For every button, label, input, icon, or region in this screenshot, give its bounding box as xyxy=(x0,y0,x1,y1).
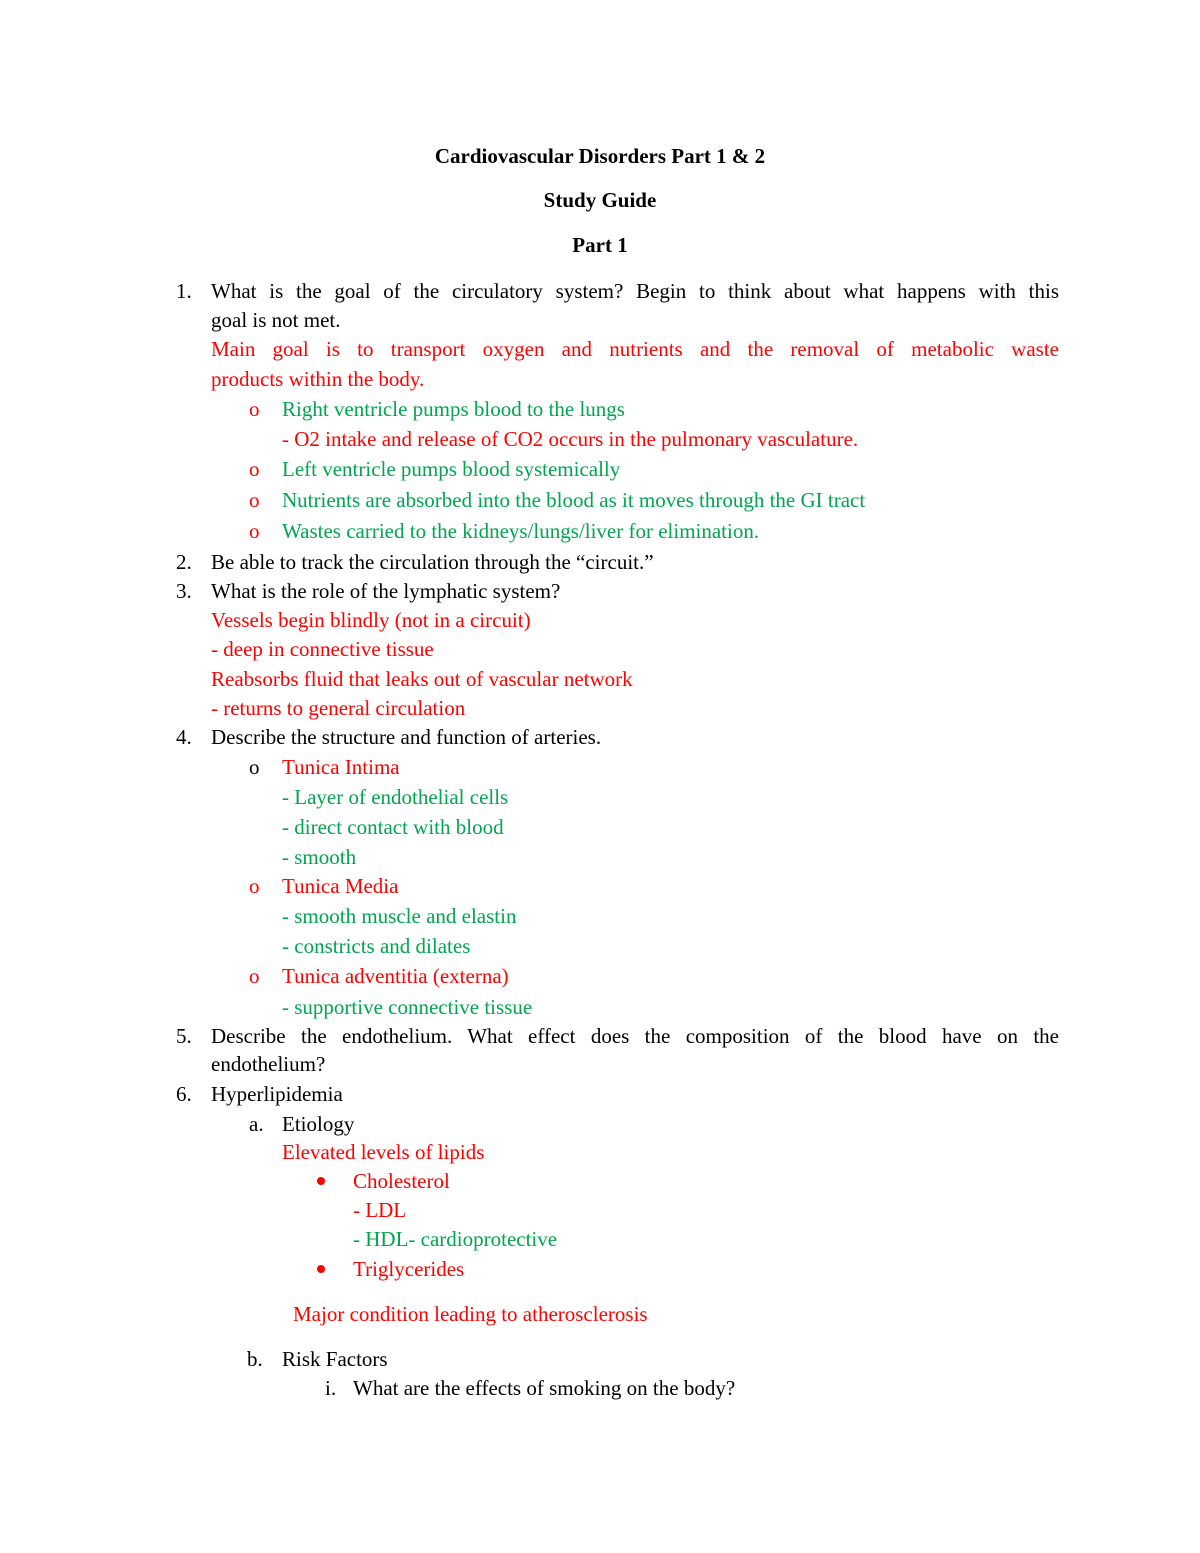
q6a-answer: Elevated levels of lipids xyxy=(282,1140,485,1164)
q3-answer4: - returns to general circulation xyxy=(211,696,466,720)
q3-answer3: Reabsorbs fluid that leaks out of vascular network xyxy=(211,667,633,691)
circle-bullet-icon: o xyxy=(249,874,260,898)
q4-text: Describe the structure and function of arteries. xyxy=(211,725,602,749)
q3-text: What is the role of the lymphatic system? xyxy=(211,579,561,603)
q6a-ldl: - LDL xyxy=(353,1198,407,1222)
document-subtitle: Study Guide xyxy=(543,188,657,212)
q4-media-detail1: - smooth muscle and elastin xyxy=(282,904,517,928)
q2-number: 2. xyxy=(176,550,192,574)
q6b-label: Risk Factors xyxy=(282,1347,388,1371)
q1-text-line1: What is the goal of the circulatory system? Begin to think about what happens with this xyxy=(211,279,1059,303)
circle-bullet-icon: o xyxy=(249,397,260,421)
q6a-marker: a. xyxy=(249,1112,264,1136)
q4-intima: Tunica Intima xyxy=(282,755,400,779)
q4-number: 4. xyxy=(176,725,192,749)
q4-media: Tunica Media xyxy=(282,874,399,898)
q4-adventitia: Tunica adventitia (externa) xyxy=(282,964,509,988)
q4-intima-detail2: - direct contact with blood xyxy=(282,815,504,839)
circle-bullet-icon: o xyxy=(249,519,260,543)
q1-answer-line2: products within the body. xyxy=(211,367,425,391)
document-title: Cardiovascular Disorders Part 1 & 2 xyxy=(434,144,766,168)
circle-bullet-icon: o xyxy=(249,457,260,481)
part-heading: Part 1 xyxy=(572,233,628,257)
q5-text-line1: Describe the endothelium. What effect does the composition of the blood have on the xyxy=(211,1024,1059,1048)
q4-intima-detail1: - Layer of endothelial cells xyxy=(282,785,509,809)
q6-text: Hyperlipidemia xyxy=(211,1082,343,1106)
circle-bullet-icon: o xyxy=(249,964,260,988)
circle-bullet-icon: o xyxy=(249,755,260,779)
q6a-label: Etiology xyxy=(282,1112,355,1136)
q6a-major-condition: Major condition leading to atherosclerosis xyxy=(293,1302,648,1326)
q6b-i-marker: i. xyxy=(325,1376,337,1400)
circle-bullet-icon: o xyxy=(249,488,260,512)
q1-number: 1. xyxy=(176,279,192,303)
q5-number: 5. xyxy=(176,1024,192,1048)
bullet-dot-icon xyxy=(317,1177,325,1185)
q1-sub3: Nutrients are absorbed into the blood as it moves through the GI tract xyxy=(282,488,866,512)
q4-media-detail2: - constricts and dilates xyxy=(282,934,471,958)
q1-text-line2: goal is not met. xyxy=(211,308,341,332)
q4-adventitia-detail1: - supportive connective tissue xyxy=(282,995,533,1019)
q1-sub2: Left ventricle pumps blood systemically xyxy=(282,457,621,481)
q3-number: 3. xyxy=(176,579,192,603)
q3-answer2: - deep in connective tissue xyxy=(211,637,434,661)
q6b-i-text: What are the effects of smoking on the body? xyxy=(353,1376,736,1400)
q2-text: Be able to track the circulation through the “circuit.” xyxy=(211,550,654,574)
q6a-hdl: - HDL- cardioprotective xyxy=(353,1227,558,1251)
q6a-cholesterol: Cholesterol xyxy=(353,1169,450,1193)
q5-text-line2: endothelium? xyxy=(211,1052,326,1076)
q6b-marker: b. xyxy=(247,1347,263,1371)
q1-answer-line1: Main goal is to transport oxygen and nutrients and the removal of metabolic waste xyxy=(211,337,1059,361)
q1-sub1-detail: - O2 intake and release of CO2 occurs in the pulmonary vasculature. xyxy=(282,427,859,451)
q3-answer1: Vessels begin blindly (not in a circuit) xyxy=(211,608,531,632)
q6-number: 6. xyxy=(176,1082,192,1106)
q1-sub4: Wastes carried to the kidneys/lungs/liver for elimination. xyxy=(282,519,760,543)
q1-sub1: Right ventricle pumps blood to the lungs xyxy=(282,397,625,421)
q4-intima-detail3: - smooth xyxy=(282,845,357,869)
bullet-dot-icon xyxy=(317,1265,325,1273)
q6a-triglycerides: Triglycerides xyxy=(353,1257,465,1281)
